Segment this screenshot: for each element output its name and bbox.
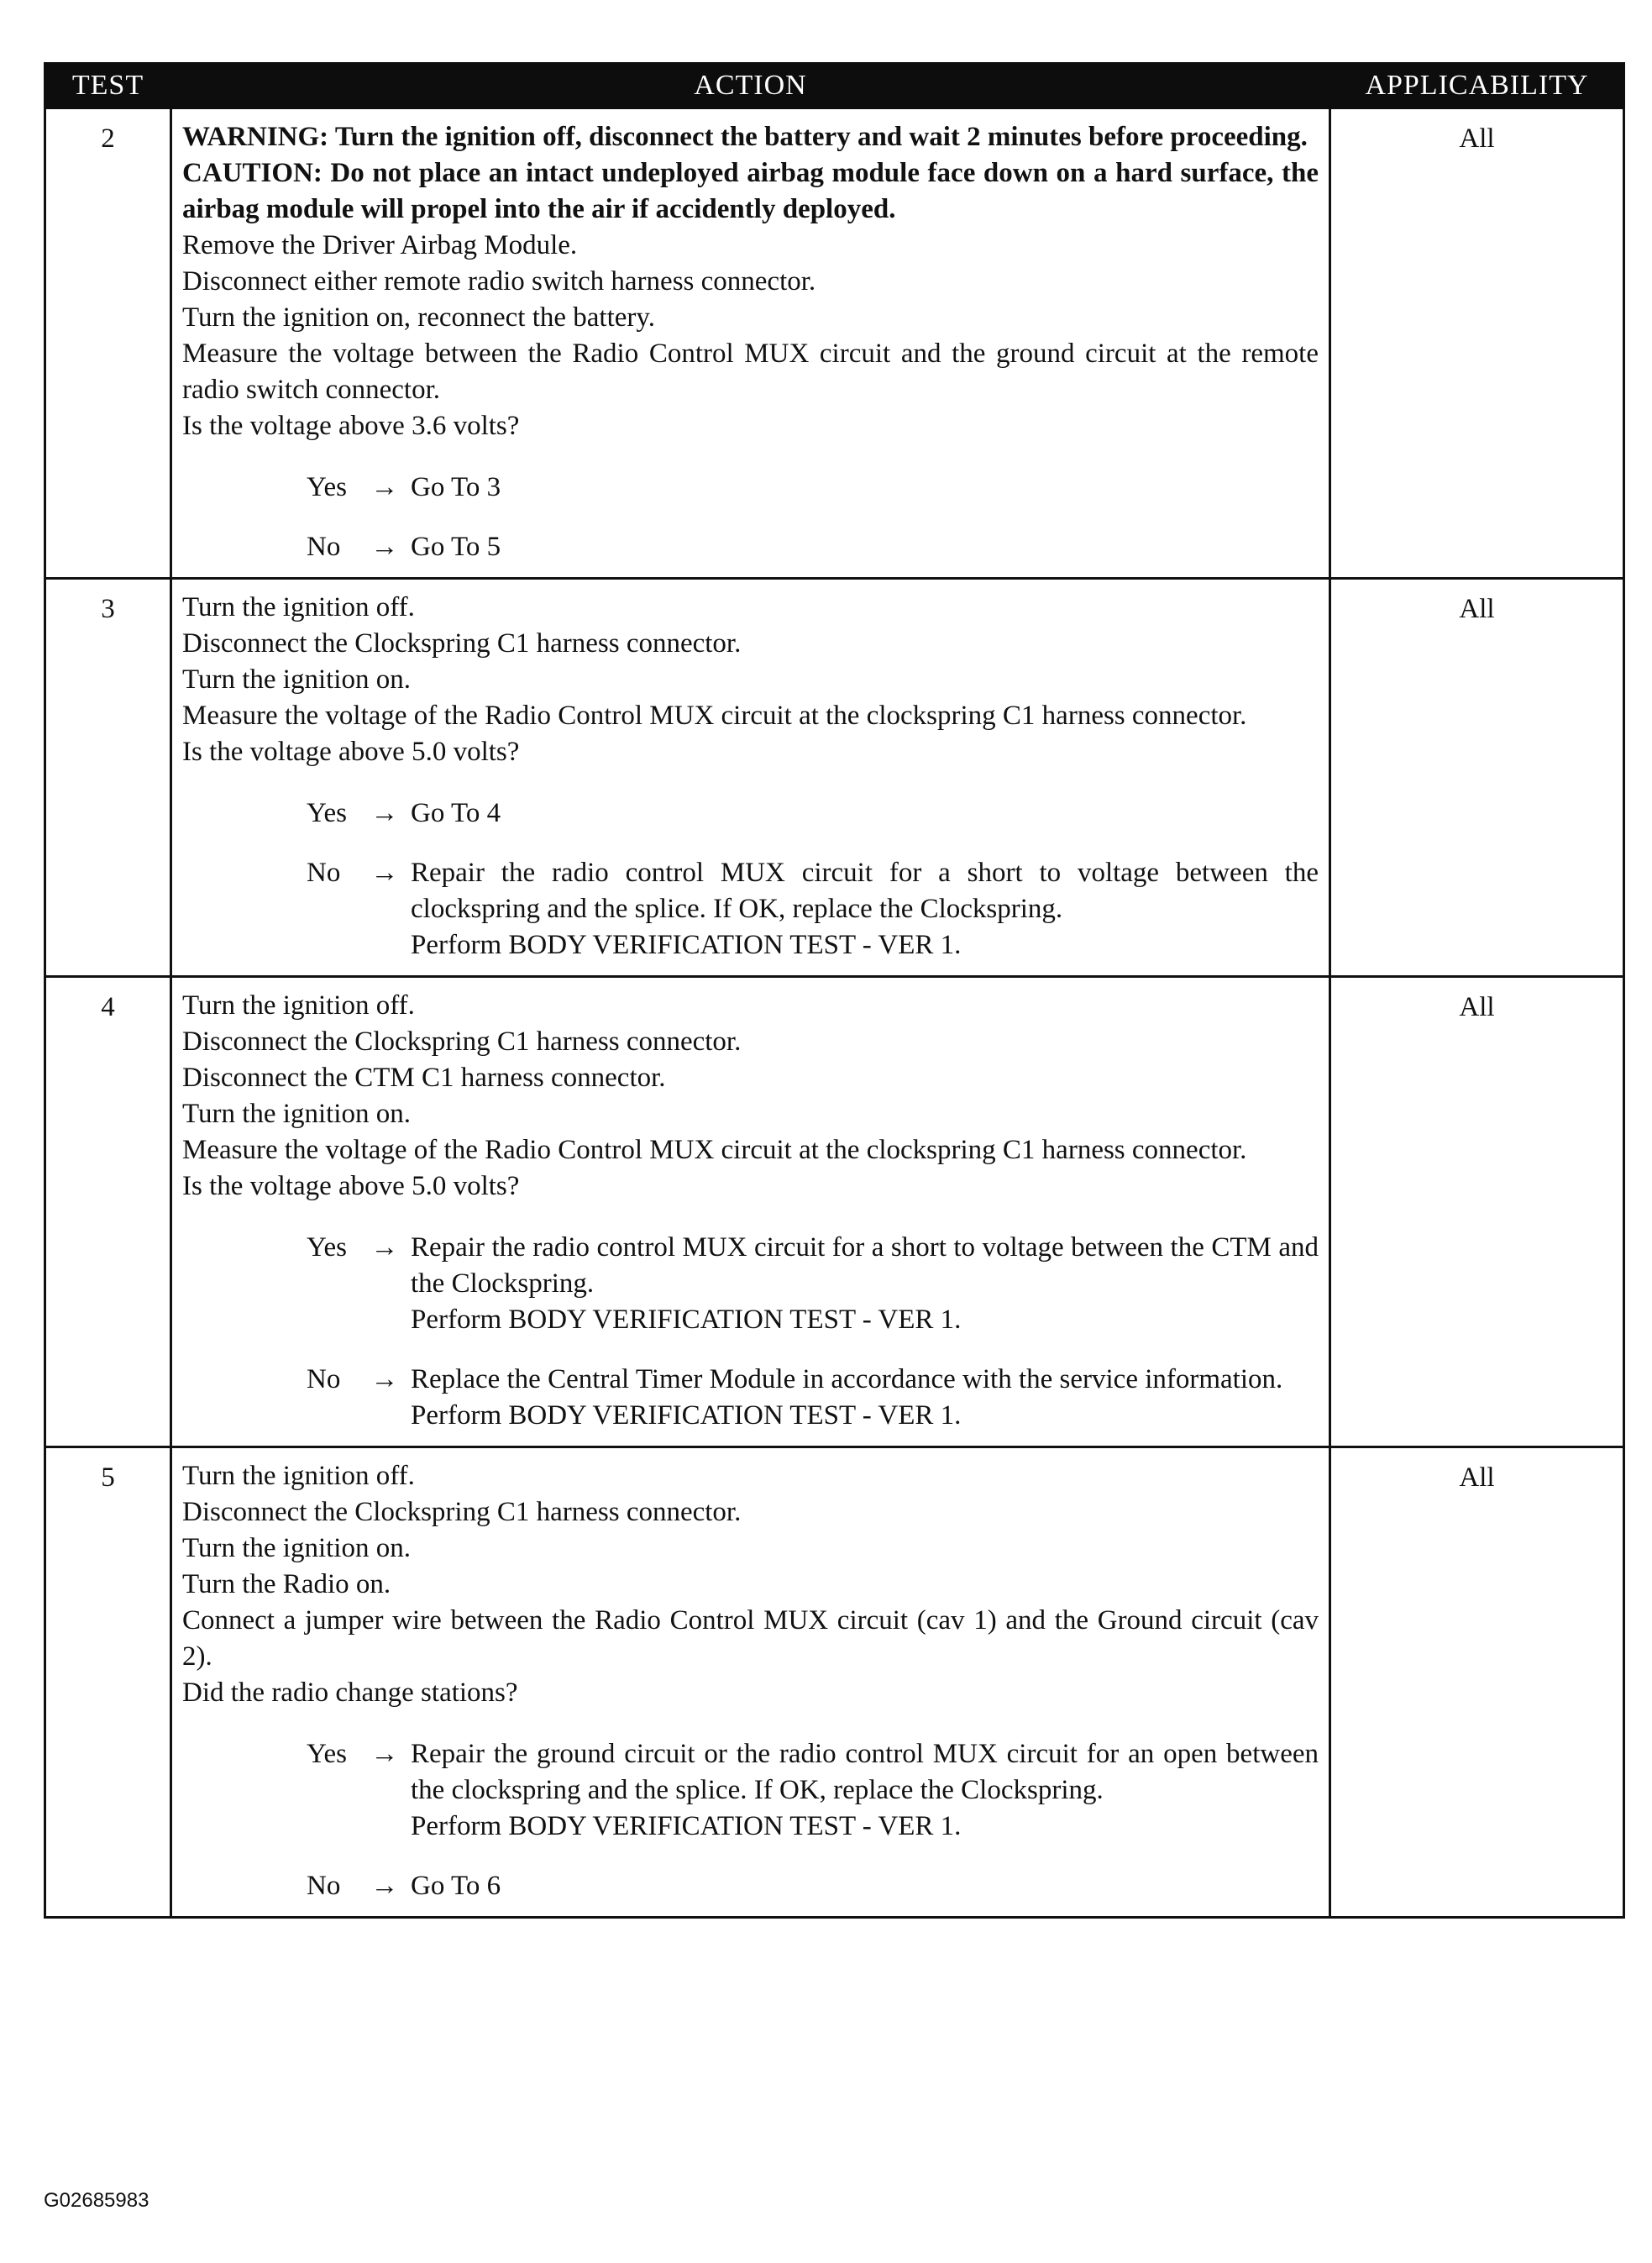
- table-header-row: [45, 64, 1624, 108]
- action-step: Turn the ignition on.: [182, 1099, 411, 1129]
- header-applicability: APPLICABILITY: [1330, 64, 1624, 108]
- branch-result-line: Go To 4: [411, 798, 501, 828]
- header-action: ACTION: [171, 64, 1330, 108]
- action-step: Connect a jumper wire between the Radio Control MUX circuit (cav 1) and the Ground circuit (cav 2).: [182, 1605, 1319, 1672]
- branch-result-line: Perform BODY VERIFICATION TEST - VER 1.: [411, 1811, 962, 1841]
- figure-id: G02685983: [44, 2189, 149, 2212]
- branch-label: Yes: [307, 472, 348, 502]
- action-step: Measure the voltage of the Radio Control MUX circuit at the clockspring C1 harness connector.: [182, 701, 1247, 731]
- action-step: Is the voltage above 5.0 volts?: [182, 1171, 520, 1201]
- branch-label: No: [307, 858, 341, 888]
- test-number: 4: [45, 977, 171, 1447]
- branch-result: [411, 1736, 1319, 1845]
- arrow-right-icon: →: [370, 1871, 399, 1901]
- branch-result: [411, 1868, 1319, 1904]
- action-step: Measure the voltage between the Radio Control MUX circuit and the ground circuit at the remote radio switch connector.: [182, 339, 1319, 405]
- arrow-right-icon: →: [370, 472, 399, 502]
- branch-label: Yes: [307, 798, 348, 828]
- action-step: Turn the ignition on.: [182, 1533, 411, 1563]
- table-row: [45, 1447, 1624, 1918]
- branch-result-line: Perform BODY VERIFICATION TEST - VER 1.: [411, 1400, 962, 1431]
- action-step: Disconnect the Clockspring C1 harness connector.: [182, 628, 742, 659]
- branch-result-line: Repair the radio control MUX circuit for a short to voltage between the clockspring and the splice. If OK, replace the Clockspring.: [411, 858, 1319, 924]
- branch-label: Yes: [307, 1739, 348, 1769]
- branch-result: [411, 795, 1319, 832]
- branch-result-line: Perform BODY VERIFICATION TEST - VER 1.: [411, 930, 962, 960]
- action-step: Turn the ignition off.: [182, 592, 415, 622]
- action-step: Is the voltage above 5.0 volts?: [182, 737, 520, 767]
- diagnostic-test-table: [44, 62, 1625, 1919]
- action-step: Turn the Radio on.: [182, 1569, 391, 1599]
- branch-result: [411, 529, 1319, 565]
- branch-result-line: Repair the radio control MUX circuit for a short to voltage between the CTM and the Clockspring.: [411, 1232, 1319, 1299]
- table-body: [45, 108, 1624, 1918]
- action-cell: [171, 977, 1330, 1447]
- action-cell: [171, 108, 1330, 579]
- result-branch-yes: [182, 1230, 1319, 1338]
- action-step: Turn the ignition off.: [182, 990, 415, 1021]
- action-step: Measure the voltage of the Radio Control MUX circuit at the clockspring C1 harness connector.: [182, 1135, 1247, 1165]
- arrow-right-icon: →: [370, 1364, 399, 1394]
- warning-text: CAUTION: Do not place an intact undeployed airbag module face down on a hard surface, the airbag module will propel into the air if accidently deployed.: [182, 158, 1319, 224]
- branch-result-line: Repair the ground circuit or the radio control MUX circuit for an open between the clockspring and the splice. If OK, replace the Clockspring.: [411, 1739, 1319, 1805]
- action-step: Disconnect the Clockspring C1 harness connector.: [182, 1497, 742, 1527]
- action-step: Did the radio change stations?: [182, 1678, 518, 1708]
- arrow-right-icon: →: [370, 1739, 399, 1769]
- test-number: 5: [45, 1447, 171, 1918]
- branch-result: [411, 855, 1319, 963]
- table-row: [45, 108, 1624, 579]
- applicability-cell: All: [1330, 579, 1624, 977]
- action-step: Remove the Driver Airbag Module.: [182, 230, 578, 260]
- arrow-right-icon: →: [370, 798, 399, 828]
- action-step: Is the voltage above 3.6 volts?: [182, 411, 520, 441]
- applicability-cell: All: [1330, 977, 1624, 1447]
- action-step: Disconnect the Clockspring C1 harness connector.: [182, 1026, 742, 1057]
- branch-result-line: Perform BODY VERIFICATION TEST - VER 1.: [411, 1305, 962, 1335]
- test-number: 3: [45, 579, 171, 977]
- result-branch-no: [182, 1868, 1319, 1904]
- applicability-cell: All: [1330, 1447, 1624, 1918]
- result-branch-yes: [182, 1736, 1319, 1845]
- branch-result-line: Go To 5: [411, 532, 501, 562]
- branch-result: [411, 470, 1319, 506]
- result-branch-no: [182, 1362, 1319, 1434]
- table-row: [45, 579, 1624, 977]
- arrow-right-icon: →: [370, 1232, 399, 1263]
- branch-result-line: Go To 6: [411, 1871, 501, 1901]
- action-step: Disconnect either remote radio switch harness connector.: [182, 266, 816, 297]
- table-row: [45, 977, 1624, 1447]
- result-branch-no: [182, 855, 1319, 963]
- result-branch-yes: [182, 795, 1319, 832]
- header-test: TEST: [45, 64, 171, 108]
- branch-label: No: [307, 1871, 341, 1901]
- branch-result: [411, 1362, 1319, 1434]
- branch-result-line: Go To 3: [411, 472, 501, 502]
- warning-text: WARNING: Turn the ignition off, disconnect the battery and wait 2 minutes before proceeding.: [182, 122, 1308, 152]
- arrow-right-icon: →: [370, 858, 399, 888]
- branch-label: No: [307, 1364, 341, 1394]
- branch-result: [411, 1230, 1319, 1338]
- action-cell: [171, 1447, 1330, 1918]
- branch-label: No: [307, 532, 341, 562]
- action-step: Disconnect the CTM C1 harness connector.: [182, 1063, 666, 1093]
- branch-label: Yes: [307, 1232, 348, 1263]
- result-branch-no: [182, 529, 1319, 565]
- action-step: Turn the ignition on.: [182, 664, 411, 695]
- result-branch-yes: [182, 470, 1319, 506]
- arrow-right-icon: →: [370, 532, 399, 562]
- action-cell: [171, 579, 1330, 977]
- action-step: Turn the ignition on, reconnect the battery.: [182, 302, 656, 333]
- branch-result-line: Replace the Central Timer Module in accordance with the service information.: [411, 1364, 1283, 1394]
- action-step: Turn the ignition off.: [182, 1461, 415, 1491]
- test-number: 2: [45, 108, 171, 579]
- applicability-cell: All: [1330, 108, 1624, 579]
